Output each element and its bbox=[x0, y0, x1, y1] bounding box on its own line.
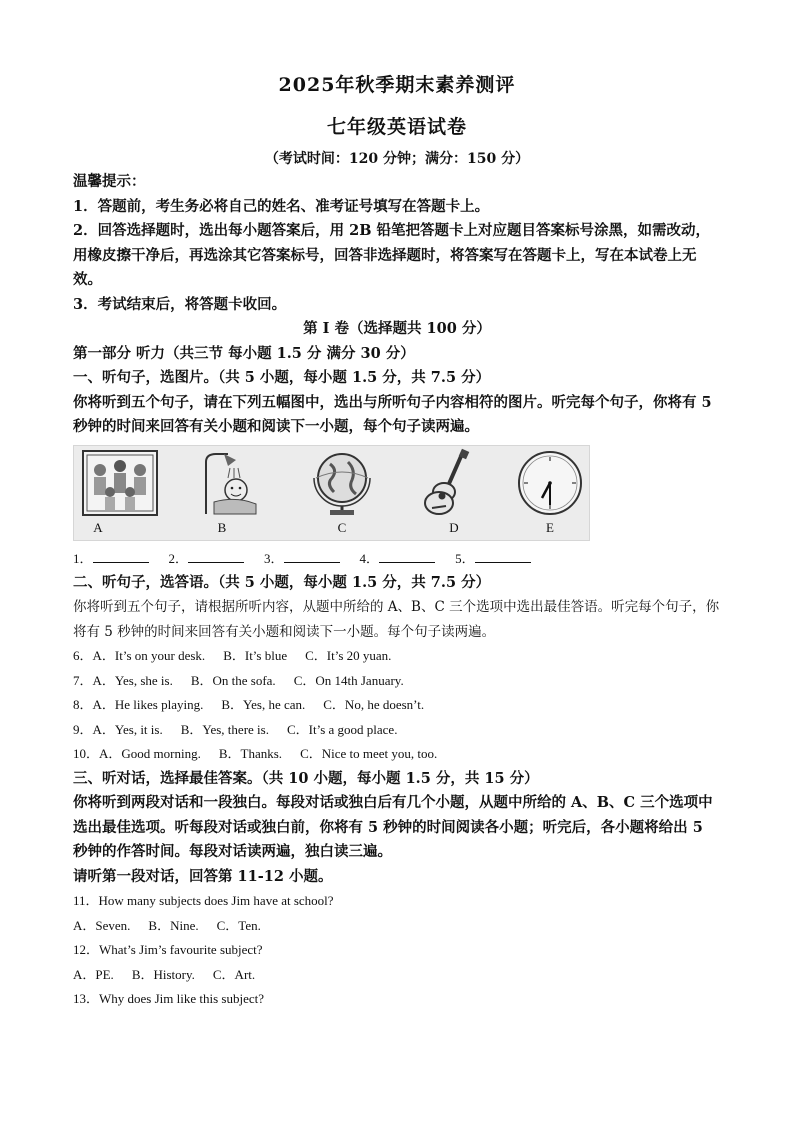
question-12: 12．What’s Jim’s favourite subject? bbox=[73, 942, 263, 957]
question-12-options: A．PE. B．History. C．Art. bbox=[73, 966, 256, 982]
family-photo-icon bbox=[80, 448, 160, 518]
section1-heading: 一、听句子，选图片。（共 5 小题，每小题 1.5 分，共 7.5 分） bbox=[73, 369, 491, 386]
answer-blank[interactable]: 2． bbox=[169, 547, 245, 571]
question-10: 10．A．Good morning. B．Thanks. C．Nice to meet you, too. bbox=[73, 746, 438, 761]
answer-blank[interactable]: 3． bbox=[264, 547, 340, 571]
exam-info: （考试时间：120 分钟；满分：150 分） bbox=[264, 151, 530, 167]
note-item: 2．回答选择题时，选出每小题答案后，用 2B 铅笔把答题卡上对应题目答案标号涂黑，如需改动，用橡皮擦干净后，再选涂其它答案标号，回答非选择题时，将答案写在答题卡上，写在本试卷上无效。 bbox=[73, 222, 711, 288]
volume-heading: 第 I 卷（选择题共 100 分） bbox=[303, 320, 491, 337]
picture-letter: D bbox=[449, 519, 459, 535]
question-13: 13．Why does Jim like this subject? bbox=[73, 991, 265, 1006]
exam-title: 2025年秋季期末素养测评 bbox=[278, 74, 516, 96]
section2-instruction: 你将听到五个句子，请根据所听内容，从题中所给的 A、B、C 三个选项中选出最佳答语。听完每个句子，你将有 5 秒钟的时间来回答有关小题和阅读下一小题。每个句子读两遍。 bbox=[73, 599, 720, 640]
section2-heading: 二、听句子，选答语。（共 5 小题，每小题 1.5 分，共 7.5 分） bbox=[73, 573, 491, 591]
section1-instruction: 你将听到五个句子，请在下列五幅图中，选出与所听句子内容相符的图片。听完每个句子，你将有 5 秒钟的时间来回答有关小题和阅读下一小题，每个句子读两遍。 bbox=[73, 393, 712, 435]
question-8: 8．A．He likes playing. B．Yes, he can. C．No, he doesn’t. bbox=[73, 697, 425, 712]
question-11-options: A．Seven. B．Nine. C．Ten. bbox=[73, 917, 261, 933]
note-item: 3．考试结束后，将答题卡收回。 bbox=[73, 295, 287, 313]
answer-blanks bbox=[73, 547, 721, 571]
note-item: 1．答题前，考生务必将自己的姓名、准考证号填写在答题卡上。 bbox=[73, 197, 490, 215]
exam-content bbox=[73, 170, 721, 1012]
question-6: 6．A．It’s on your desk. B．It’s blue C．It’s 20 yuan. bbox=[73, 648, 392, 663]
question-7: 7．A．Yes, she is. B．On the sofa. C．On 14th January. bbox=[73, 672, 404, 688]
picture-letter: B bbox=[217, 519, 227, 535]
part1-heading: 第一部分 听力（共三节 每小题 1.5 分 满分 30 分） bbox=[73, 344, 415, 362]
picture-letter: A bbox=[93, 519, 103, 535]
shower-icon bbox=[184, 448, 264, 518]
globe-icon bbox=[302, 448, 382, 518]
dialogue1-prompt: 请听第一段对话，回答第 11-12 小题。 bbox=[73, 867, 333, 885]
answer-blank[interactable]: 5． bbox=[455, 547, 531, 571]
picture-strip bbox=[73, 445, 590, 541]
answer-blank[interactable]: 4． bbox=[360, 547, 436, 571]
guitar-icon bbox=[410, 448, 490, 518]
question-9: 9．A．Yes, it is. B．Yes, there is. C．It’s a good place. bbox=[73, 721, 398, 737]
clock-icon bbox=[510, 448, 590, 518]
picture-letter: E bbox=[546, 519, 554, 535]
question-11: 11．How many subjects does Jim have at school? bbox=[73, 893, 334, 908]
picture-letter: C bbox=[337, 519, 347, 535]
answer-blank[interactable]: 1． bbox=[73, 547, 149, 571]
section3-heading: 三、听对话，选择最佳答案。（共 10 小题，每小题 1.5 分，共 15 分） bbox=[73, 769, 539, 787]
exam-subtitle: 七年级英语试卷 bbox=[326, 116, 467, 138]
notes-heading: 温馨提示： bbox=[73, 173, 146, 190]
section3-instruction: 你将听到两段对话和一段独白。每段对话或独白后有几个小题，从题中所给的 A、B、C 三个选项中选出最佳选项。听每段对话或独白前，你将有 5 秒钟的时间阅读各小题；听完后，各小题将给出 5 秒钟的作答时间。每段对话读两遍，独白读三遍。 bbox=[73, 794, 713, 860]
